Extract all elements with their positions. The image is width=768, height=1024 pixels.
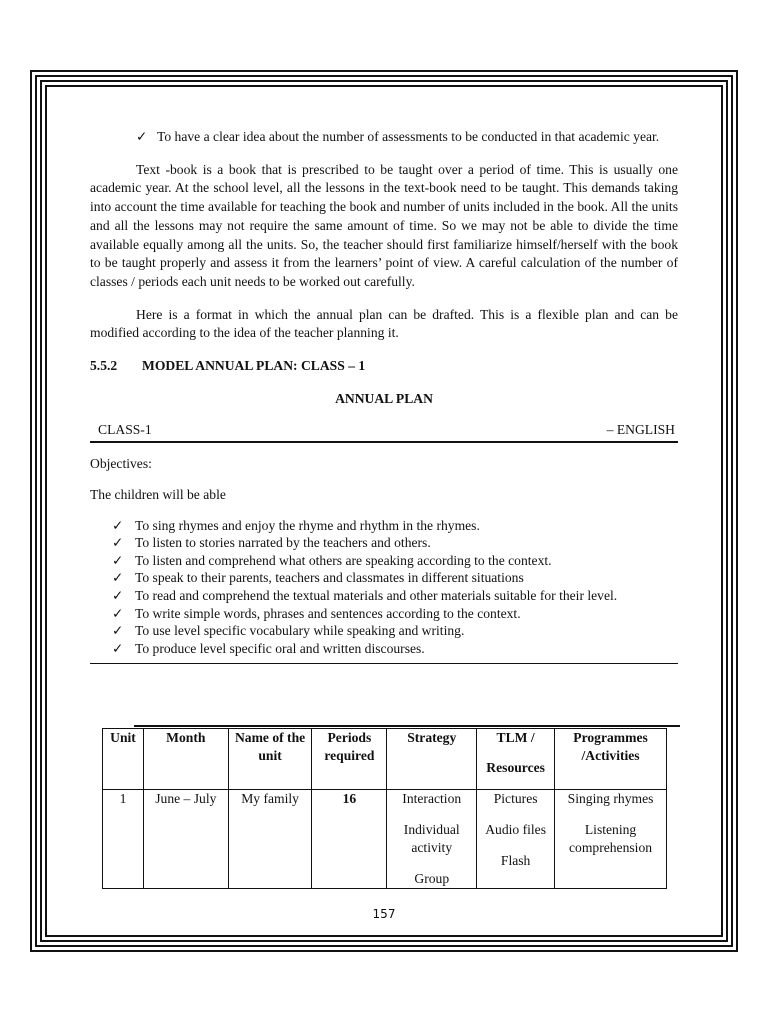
header-tlm: TLM / Resources [477, 729, 555, 790]
header-periods: Periods required [312, 729, 387, 790]
cell-strategy: Interaction Individual activity Group [387, 790, 477, 889]
list-item: ✓ To sing rhymes and enjoy the rhyme and rhythm in the rhymes. [112, 517, 480, 533]
check-icon: ✓ [112, 552, 124, 568]
header-programmes: Programmes /Activities [555, 729, 667, 790]
section-title: MODEL ANNUAL PLAN: CLASS – 1 [142, 358, 366, 374]
list-item: ✓ To speak to their parents, teachers and classmates in different situations [112, 570, 524, 586]
header-strategy: Strategy [387, 729, 477, 790]
plan-title: ANNUAL PLAN [335, 390, 433, 406]
intro-bullet-text: To have a clear idea about the number of assessments to be conducted in that academic year. [157, 129, 660, 144]
table-header-row [103, 729, 667, 790]
divider [90, 441, 678, 443]
list-item: ✓ To listen to stories narrated by the teachers and others. [112, 535, 431, 551]
page-number: 157 [372, 907, 396, 921]
check-icon: ✓ [112, 535, 124, 551]
annual-plan-table [102, 728, 667, 889]
cell-tlm: Pictures Audio files Flash [477, 790, 555, 889]
page-content [90, 128, 678, 664]
cell-name: My family [228, 790, 312, 889]
able-line: The children will be able [90, 486, 226, 502]
check-icon: ✓ [136, 129, 148, 144]
intro-bullet [90, 128, 678, 147]
section-heading [90, 357, 678, 376]
list-item: ✓ To listen and comprehend what others are speaking according to the context. [112, 552, 552, 568]
check-icon: ✓ [112, 570, 124, 586]
paragraph-format: Here is a format in which the annual plan can be drafted. This is a flexible plan and can be modified according to the idea of the teacher planning it. [90, 306, 678, 341]
check-icon: ✓ [112, 517, 124, 533]
cell-month: June – July [143, 790, 228, 889]
list-item: ✓ To read and comprehend the textual materials and other materials suitable for their level. [112, 587, 618, 603]
table-top-rule [134, 725, 680, 727]
table-row [103, 790, 667, 889]
subject-label: – ENGLISH [606, 422, 675, 438]
class-subject-line [90, 421, 678, 440]
check-icon: ✓ [112, 587, 124, 603]
check-icon: ✓ [112, 623, 124, 639]
divider [90, 663, 678, 664]
list-item: ✓ To use level specific vocabulary while speaking and writing. [112, 623, 465, 639]
section-number: 5.5.2 [90, 358, 118, 374]
paragraph-textbook: Text -book is a book that is prescribed to be taught over a period of time. This is usually one academic year. At the school level, all the lessons in the text-book need to be taught. This demands taking into account the time available for teaching the book and number of units included in the book. All the units and all the lessons may not require the same amount of time. So we may not be able to divide the time available equally among all the units. So, the teacher should first familiarize himself/herself with the book to be taught properly and assess it from the learners’ point of view. A careful calculation of the number of classes / periods each unit needs to be worked out carefully. [90, 161, 678, 289]
objectives-list [90, 517, 678, 658]
cell-programmes: Singing rhymes Listening comprehension [555, 790, 667, 889]
class-label: CLASS-1 [98, 422, 152, 438]
header-month: Month [143, 729, 228, 790]
cell-periods: 16 [312, 790, 387, 889]
header-name-of-unit: Name of the unit [228, 729, 312, 790]
cell-unit: 1 [103, 790, 144, 889]
header-unit: Unit [103, 729, 144, 790]
list-item: ✓ To write simple words, phrases and sentences according to the context. [112, 605, 521, 621]
objectives-label: Objectives: [90, 456, 152, 472]
list-item: ✓ To produce level specific oral and written discourses. [112, 640, 425, 656]
check-icon: ✓ [112, 640, 124, 656]
check-icon: ✓ [112, 605, 124, 621]
